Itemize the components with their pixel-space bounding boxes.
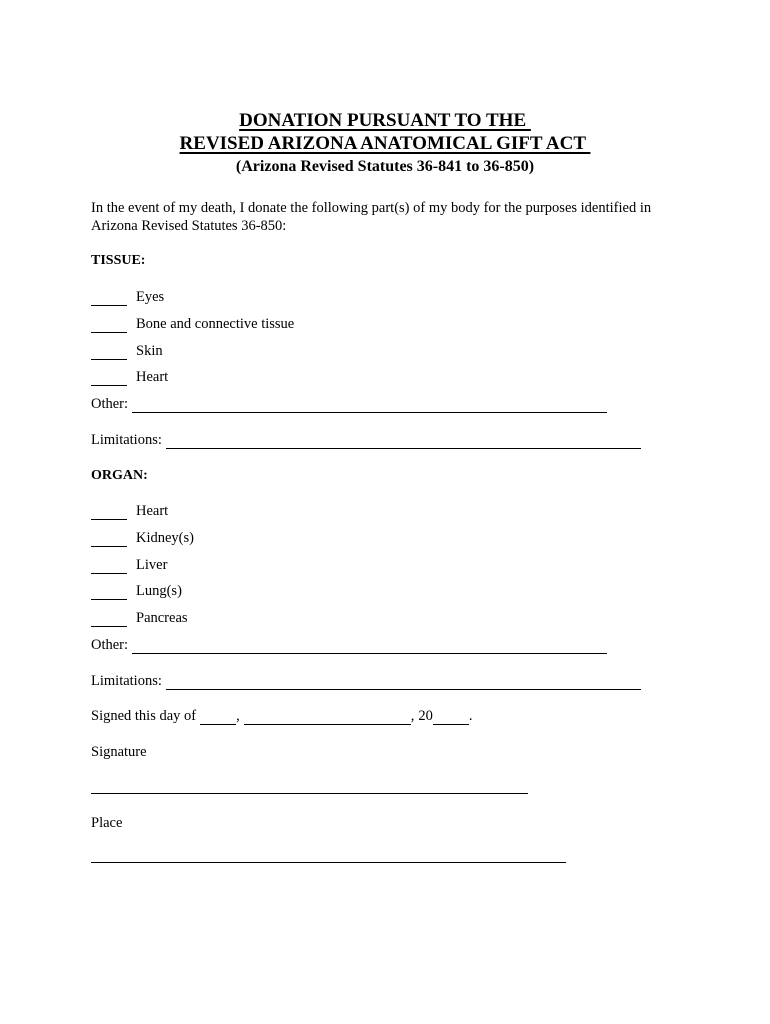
signed-comma-2: , <box>410 708 415 724</box>
tissue-limitations-field[interactable] <box>166 434 641 449</box>
year-field[interactable] <box>433 710 469 725</box>
organ-item <box>91 556 167 574</box>
organ-item <box>91 502 168 520</box>
organ-other-label: Other: <box>91 637 129 653</box>
checkbox-blank[interactable] <box>91 559 127 574</box>
organ-item-label: Liver <box>136 557 168 573</box>
checkbox-blank[interactable] <box>91 505 127 520</box>
organ-limitations-field[interactable] <box>166 675 641 690</box>
tissue-other-row <box>91 395 607 413</box>
place-label: Place <box>91 815 123 831</box>
year-prefix: 20 <box>418 708 433 724</box>
organ-other-row <box>91 636 607 654</box>
title-text-1: DONATION PURSUANT TO THE <box>239 110 531 131</box>
organ-item-label: Kidney(s) <box>136 530 194 546</box>
checkbox-blank[interactable] <box>91 345 127 360</box>
place-field[interactable] <box>91 862 566 863</box>
tissue-item <box>91 368 168 386</box>
organ-limitations-label: Limitations: <box>91 673 162 689</box>
tissue-other-label: Other: <box>91 396 129 412</box>
tissue-item <box>91 342 163 360</box>
organ-item <box>91 609 188 627</box>
tissue-item-label: Heart <box>136 369 169 385</box>
month-field[interactable] <box>244 710 411 725</box>
signed-period: . <box>468 708 473 724</box>
organ-limitations-row <box>91 672 641 690</box>
tissue-item-label: Bone and connective tissue <box>136 316 295 332</box>
checkbox-blank[interactable] <box>91 612 127 627</box>
intro-paragraph: In the event of my death, I donate the following part(s) of my body for the purposes identified in Arizona Revised Statutes 36-850: <box>91 200 652 234</box>
signed-comma-1: , <box>236 708 240 724</box>
signature-field[interactable] <box>91 793 528 794</box>
checkbox-blank[interactable] <box>91 371 127 386</box>
title-text-2: REVISED ARIZONA ANATOMICAL GIFT ACT <box>179 133 591 154</box>
checkbox-blank[interactable] <box>91 318 127 333</box>
organ-item-label: Lung(s) <box>136 583 182 599</box>
day-field[interactable] <box>200 710 236 725</box>
tissue-item-label: Eyes <box>136 289 165 305</box>
title-line-2 <box>0 133 770 155</box>
tissue-item-label: Skin <box>136 343 163 359</box>
organ-item <box>91 582 182 600</box>
tissue-item <box>91 288 164 306</box>
signed-prefix: Signed this day of <box>91 708 197 724</box>
checkbox-blank[interactable] <box>91 585 127 600</box>
tissue-heading: TISSUE: <box>91 253 146 268</box>
tissue-limitations-label: Limitations: <box>91 432 162 448</box>
subtitle: (Arizona Revised Statutes 36-841 to 36-850) <box>235 158 535 175</box>
organ-item-label: Pancreas <box>136 610 188 626</box>
tissue-limitations-row <box>91 431 641 449</box>
checkbox-blank[interactable] <box>91 532 127 547</box>
signature-label: Signature <box>91 744 147 760</box>
signed-date-row <box>91 707 473 725</box>
organ-heading: ORGAN: <box>91 468 148 483</box>
organ-item <box>91 529 194 547</box>
tissue-other-field[interactable] <box>132 398 607 413</box>
organ-item-label: Heart <box>136 503 169 519</box>
tissue-item <box>91 315 294 333</box>
title-line-1 <box>0 110 770 132</box>
checkbox-blank[interactable] <box>91 291 127 306</box>
organ-other-field[interactable] <box>132 639 607 654</box>
